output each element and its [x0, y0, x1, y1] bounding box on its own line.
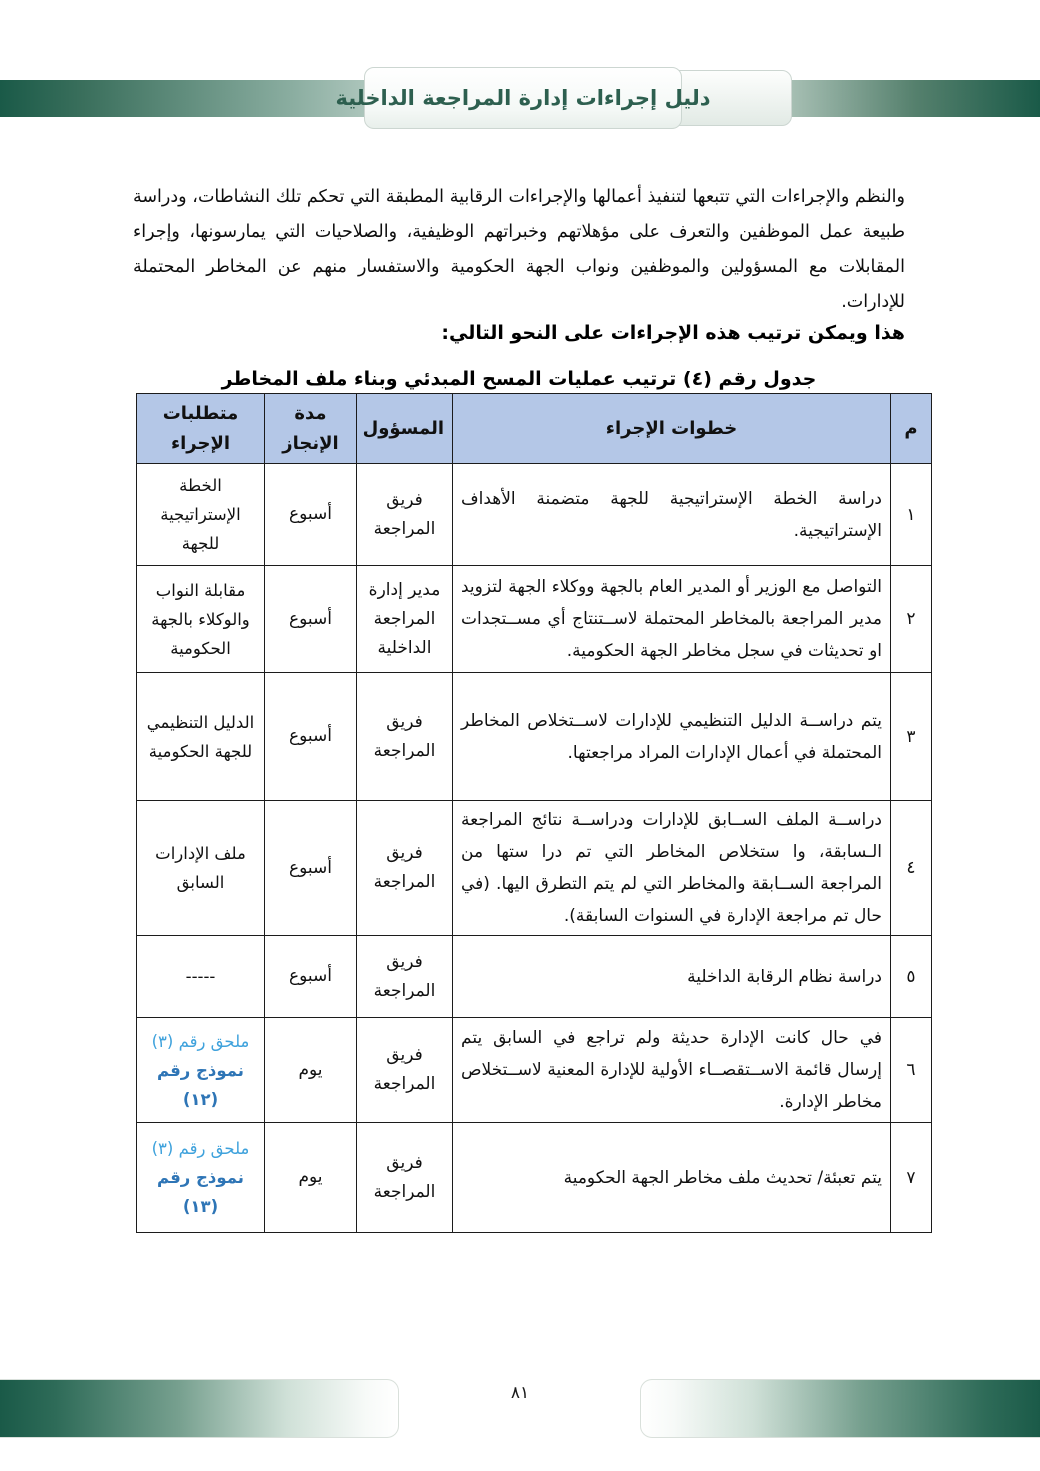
table-row — [137, 1018, 932, 1123]
cell-no: ٤ — [891, 801, 932, 936]
header-cell-responsible: المسؤول — [357, 394, 453, 464]
cell-responsible: مدير إدارة المراجعة الداخلية — [357, 566, 453, 673]
cell-no: ٣ — [891, 673, 932, 801]
cell-responsible: فريق المراجعة — [357, 1123, 453, 1233]
cell-no: ١ — [891, 464, 932, 566]
table-row — [137, 566, 932, 673]
cell-duration: أسبوع — [265, 936, 357, 1018]
header-cell-steps: خطوات الإجراء — [453, 394, 891, 464]
intro-paragraph: والنظم والإجراءات التي تتبعها لتنفيذ أعمالها والإجراءات الرقابية المطبقة التي تحكم تلك النشاطات، ودراسة طبيعة عمل الموظفين والتعرف على مؤهلاتهم وخبراتهم الوظيفية، والصلاحيات التي يمارسونها، وإجراء المقابلات مع المسؤولين والموظفين ونواب الجهة الحكومية والاستفسار منهم عن المخاطر المحتملة للإدارات. — [133, 186, 905, 312]
cell-responsible: فريق المراجعة — [357, 1018, 453, 1123]
cell-no: ٧ — [891, 1123, 932, 1233]
header-cell-duration: مدة الإنجاز — [265, 394, 357, 464]
table-row — [137, 936, 932, 1018]
cell-responsible: فريق المراجعة — [357, 936, 453, 1018]
header-cell-no: م — [891, 394, 932, 464]
form-number-link[interactable]: (١٣) — [182, 1197, 219, 1216]
cell-responsible: فريق المراجعة — [357, 464, 453, 566]
table-row — [137, 673, 932, 801]
form-reference-link[interactable]: نموذج رقم — [157, 1060, 244, 1080]
cell-steps: دراســة الملف الســابق للإدارات ودراســة نتائج المراجعة الـسابقة، وا ستخلاص المخاطر التي تم درا ستها من المراجعة الســابقة والمخاطر التي لم يتم التطرق اليها. (في حال تم مراجعة الإدارة في السنوات السابقة). — [453, 801, 891, 936]
cell-duration: أسبوع — [265, 673, 357, 801]
cell-requirements: الدليل التنظيمي للجهة الحكومية — [137, 673, 265, 801]
table-caption: جدول رقم (٤) ترتيب عمليات المسح المبدئي وبناء ملف المخاطر — [221, 368, 817, 390]
table-row — [137, 801, 932, 936]
cell-no: ٢ — [891, 566, 932, 673]
page-title: دليل إجراءات إدارة المراجعة الداخلية — [335, 86, 711, 110]
cell-duration: يوم — [265, 1123, 357, 1233]
cell-steps: دراسة نظام الرقابة الداخلية — [453, 936, 891, 1018]
table-header-row — [137, 394, 932, 464]
cell-responsible: فريق المراجعة — [357, 801, 453, 936]
cell-requirements: ملف الإدارات السابق — [137, 801, 265, 936]
cell-requirements — [137, 1018, 265, 1123]
cell-no: ٦ — [891, 1018, 932, 1123]
form-number-link[interactable]: (١٢) — [182, 1089, 219, 1109]
cell-no: ٥ — [891, 936, 932, 1018]
cell-requirements — [137, 1123, 265, 1233]
form-reference-link[interactable]: نموذج رقم — [157, 1168, 244, 1187]
cell-steps: يتم تعبئة/ تحديث ملف مخاطر الجهة الحكومية — [453, 1123, 891, 1233]
table-row — [137, 464, 932, 566]
cell-duration: يوم — [265, 1018, 357, 1123]
cell-requirements: الخطة الإستراتيجية للجهة — [137, 464, 265, 566]
cell-duration: أسبوع — [265, 801, 357, 936]
page-number: ٨١ — [510, 1383, 530, 1403]
header-cell-requirements: متطلبات الإجراء — [137, 394, 265, 464]
cell-responsible: فريق المراجعة — [357, 673, 453, 801]
header-title-tab — [335, 67, 711, 129]
cell-steps: دراسة الخطة الإستراتيجية للجهة متضمنة الأهداف الإستراتيجية. — [453, 464, 891, 566]
cell-steps: في حال كانت الإدارة حديثة ولم تراجع في السابق يتم إرسال قائمة الاســتقصــاء الأولية للإدارة المعنية لاســتخلاص مخاطر الإدارة. — [453, 1018, 891, 1123]
cell-duration: أسبوع — [265, 464, 357, 566]
appendix-reference-link[interactable]: ملحق رقم (٣) — [151, 1031, 250, 1051]
table-row — [137, 1123, 932, 1233]
section-heading: هذا ويمكن ترتيب هذه الإجراءات على النحو التالي: — [441, 322, 905, 344]
procedures-table — [136, 393, 932, 1233]
cell-requirements: ----- — [137, 936, 265, 1018]
cell-steps: يتم دراســة الدليل التنظيمي للإدارات لاســتخلاص المخاطر المحتملة في أعمال الإدارات المراد مراجعتها. — [453, 673, 891, 801]
cell-duration: أسبوع — [265, 566, 357, 673]
cell-requirements: مقابلة النواب والوكلاء بالجهة الحكومية — [137, 566, 265, 673]
cell-steps: التواصل مع الوزير أو المدير العام بالجهة ووكلاء الجهة لتزويد مدير المراجعة بالمخاطر المحتملة لاســتنتاج أي مســتجدات او تحديثات في سجل مخاطر الجهة الحكومية. — [453, 566, 891, 673]
appendix-reference-link[interactable]: ملحق رقم (٣) — [151, 1139, 250, 1158]
